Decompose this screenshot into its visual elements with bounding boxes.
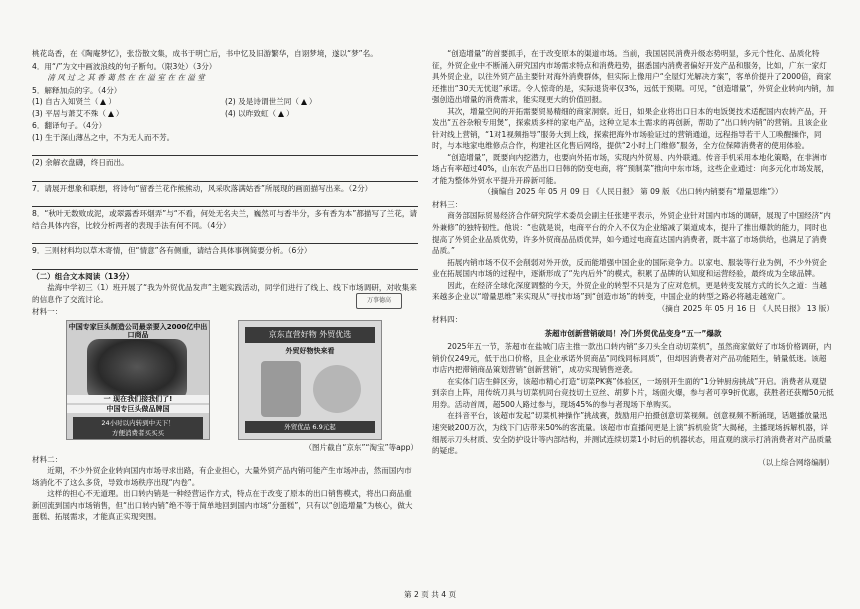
- stamp-mark: 万事德高: [356, 293, 402, 309]
- section-2-title: （二）组合文本阅读（13分）: [32, 271, 134, 281]
- q5-row-2: (3) 平居与萧艾不殊（ ） (4) 以昨致虹（ ）: [32, 108, 294, 118]
- screenshot-image-2: [238, 320, 382, 440]
- triangle-icon: [108, 111, 114, 117]
- material-4-paragraph-3: 在抖音平台，该超市发起“切菜机神操作”挑战赛，鼓励用户拍摄创意切菜视频。创意视频不断涌现，话题播放量迅速突破200万次，为线下门店带来50%的客流量。该超市市直播间更是上演“拆机验货”大揭秘，主播现场拆解机器，详细展示刀头材质、安全防护设计等内部结构，并测试连续切菜1小时后的机器状态，用直观的演示打消消费者对产品质量的疑虑。: [432, 411, 832, 456]
- product-image: [313, 365, 361, 413]
- material-2-source: （摘编自 2025 年 05 月 09 日 《人民日报》 第 09 版 《出口转内销要有“增量思维”》）: [483, 187, 783, 197]
- material-1-images: [66, 320, 418, 440]
- image-caption: （图片截自“京东”“淘宝”等app）: [304, 443, 418, 453]
- material-4-paragraph-2: 在实体门店生鲜区旁，该超市精心打造“切菜PK赛”体验区，一场别开生面的“1分钟厨房挑战”开启。消费者从观望到亲自上阵，用传统刀具与切菜机同台竞技切土豆丝、胡萝卜片，场面火爆，参与者可享9折优惠，获胜者还获赠50元抵用券。活动首周，超500人路过参与，现场45%的参与者现场下单购买。: [432, 376, 834, 409]
- triangle-icon: [301, 99, 307, 105]
- material-4-label: 材料四：: [432, 315, 463, 325]
- image-1-caption-1: 一 现在我们接我们了!: [67, 395, 209, 403]
- material-3-paragraph-2: 拓展内销市场不仅不会削弱对外开放，反而能增强中国企业的国际竞争力。以家电、服装等行业为例，不少外贸企业在拓展国内市场的过程中，逐渐形成了“先内后外”的模式，积累了品牌的认知度和运营经验，最终成为全球品牌。: [432, 257, 827, 279]
- top-line: 桃花岛香，在《陶庵梦忆》，张岱散文集，成书于明亡后，书中忆及旧游繁华，自诩梦境，遂以“梦”名。: [32, 49, 378, 58]
- triangle-icon: [278, 111, 284, 117]
- material-2-paragraph-3: “创造增量”的首要抓手，在于改变原本的渠道市场。当前，我国居民消费升级态势明显，多元个性化、品质化特征，外贸企业中不断涌入研究国内市场需求特点和消费趋势，据悉国内消费者偏好开发产品和服务，比如，广东一家灯具外贸企业，以往外贸产品主要针对海外消费群体，但实际上像用户“全屋灯光解决方案”，客单价提升了2000倍，商家还推出“30天无忧退”承诺。令人惊奇的是，实际退货率仅3%，远低于预期。可见，“创造增量”，外贸企业转向内销，加强创造出增量的消费需求，能实现更大的价值回报。: [432, 49, 834, 105]
- answer-line[interactable]: [32, 143, 418, 156]
- q6-sentence-2: (2) 余解衣盘礴，终日而出。: [32, 158, 129, 168]
- material-2-paragraph-2: 这样的担心不无道理。出口转内销是一种经营运作方式，特点在于改变了原本的出口销售模式，将出口商品重新回流到国内市场销售，但“出口转内销”绝不等于简单地回到国内市场“分蛋糕”，只有以“创造增量”为核心，做大蛋糕、拓展需求，才能真正实现突围。: [32, 489, 413, 522]
- material-2-label: 材料二：: [32, 454, 63, 464]
- triangle-icon: [100, 99, 106, 105]
- right-column: [432, 48, 834, 565]
- answer-line[interactable]: [32, 231, 418, 244]
- q8-prompt: 8．“秋叶无数败成泥，或翠露香环烟弄”与“不看，何处无名夫兰，巍然可与香半分，多有香为本”都描写了兰花，请结合具体内容，比较分析两者的表现手法有何不同。（4分）: [32, 209, 418, 230]
- q4-prompt: 4．用“/”为文中画波浪线的句子断句。（限3处）（3分）: [32, 61, 217, 71]
- material-3-label: 材料三：: [432, 199, 463, 209]
- q5-prompt: 5．解释加点的字。（4分）: [32, 85, 122, 95]
- q6-prompt: 6．翻译句子。（4分）: [32, 121, 107, 131]
- material-3-paragraph-1: 商务部国际贸易经济合作研究院学术委员会副主任张建平表示，外贸企业针对国内市场的调研，展现了中国经济“内外兼修”的独特韧性。他说：“也就是说，电商平台的介入不仅为企业缩减了渠道成本，提升了推出爆款的能力，同时也提高了外贸企业品质优势，许多外贸商品品质优异，如今通过电商直达国内消费者，既丰富了市场供给，也满足了消费品质。”: [432, 211, 831, 256]
- q5-row-1: (1) 自古入知贤兰（ ） (2) 及是诗谓世兰同（ ）: [32, 97, 317, 107]
- q6-sentence-1: (1) 生于深山薄丛之中，不为无人而不芳。: [32, 132, 175, 142]
- q5-item-1: (1) 自古入知贤兰（: [32, 97, 99, 107]
- material-4-source: （以上综合网络编制）: [758, 457, 834, 467]
- answer-line[interactable]: [32, 169, 418, 182]
- q7-prompt: 7．请展开想象和联想，将诗句“留香兰花作熊熊动，风采吹落满姑香”所展现的画面描写出来。（2分）: [32, 183, 373, 193]
- material-2-paragraph-1: 近期，不少外贸企业转向国内市场寻求出路，有企业担心，大量外贸产品内销可能产生市场冲击，然而国内市场消化不了这么多货，导致市场秩序出现“内卷”。: [32, 466, 412, 487]
- q4-text: 清 风 过 之 其 香 蔼 然 在 在 溢 室 在 在 溢 堂: [47, 73, 205, 83]
- image-1-band-1: 24小时以内转到中天下！: [73, 417, 203, 429]
- material-4-paragraph-1: 2025年五一节，茶超市在盐城门店主推一款出口转内销“多刀头全自动切菜机”，虽然商家做好了市场价格调研，内销价仅249元，低于出口价格，且企业承诺外贸商品“同线同标同质”，但却因消费者对产品功能陌生，销量低迷。该超市店内把滞销商品策划营销“创新营销”，成功实现销售逆袭。: [432, 342, 832, 375]
- q5-item-3: (3) 平居与萧艾不殊（: [32, 108, 106, 118]
- image-2-subline: 外贸好物快来看: [285, 347, 335, 356]
- image-2-headline: 京东直营好物 外贸优选: [245, 327, 375, 343]
- image-1-caption-2: 中国专巨头做品牌国: [67, 405, 209, 413]
- section-2-intro: 盐海中学初三（1）班开展了“我为外贸优品发声”主题实践活动，同学们进行了线上、线下市场调研，对收集来的信息作了交流讨论。: [32, 283, 417, 304]
- image-2-band: 外贸优品 6.9元起: [245, 421, 375, 433]
- answer-line[interactable]: [32, 257, 418, 270]
- material-4-title: 茶超市创新营销破局！冷门外贸优品变身“五一”爆款: [544, 328, 722, 338]
- material-2-paragraph-5: “创造增量”，既要向内挖潜力，也要向外拓市场，实现内外贸易、内外联通。传音手机采用本地化策略，在非洲市场占有率超过40%，山东农产品出口日韩的防变电商，将“预制菜”推向中东市场，这些企业通过：向多元化市场发展，才能为整体外贸水平提升开辟新可能。: [432, 152, 829, 185]
- image-1-band-2: 方便消费者买买买: [73, 427, 203, 439]
- page-number: 第 2 页 共 4 页: [403, 590, 457, 600]
- face-photo: [87, 339, 187, 401]
- answer-line[interactable]: [32, 194, 418, 207]
- material-3-source: （摘自 2025 年 05 月 16 日 《人民日报》 13 版）: [657, 303, 834, 313]
- material-3-paragraph-3: 因此，在经济全球化深度调整的今天，外贸企业的转型不只是为了应对危机，更是转变发展方式的长久之道：当越来越多企业以“增量思维”来实现从“寻找市场”到“创造市场”的转变，中国企业的转型之路必将越走越宽广。: [432, 280, 827, 302]
- q5-item-2: (2) 及是诗谓世兰同（: [225, 97, 299, 107]
- product-image: [261, 361, 301, 417]
- material-2-paragraph-4: 其次，增量空间的开拓需要贸易精细的商家洞察。近日，如果企业将出口日本的电饭煲技术适配国内农转产品，开发出“五谷杂粮专用煲”，探索质多样的家电产品，这种立足本土需求的再创新，帮助了“出口转内销”的营销。且该企业针对线上营销，“1对1视频指导”服务大到上线，探索把海外市场验证过的营销通道，远程指导若干人工唤醒操作，同时，与本地家电维修点合作，构建社区化售后网络，提供“2小时上门维修”服务，全方位保障消费者的使用体验。: [432, 106, 828, 151]
- image-1-headline: 中国专家巨头制造公司最亲要入2000亿中出口商品: [68, 323, 208, 340]
- screenshot-image-1: [66, 320, 210, 440]
- q5-item-4: (4) 以昨致虹（: [225, 108, 277, 118]
- material-1-label: 材料一：: [32, 306, 63, 316]
- q9-prompt: 9．三则材料均以草木寄情，但“情意”各有侧重，请结合具体事例简要分析。（6分）: [32, 246, 312, 256]
